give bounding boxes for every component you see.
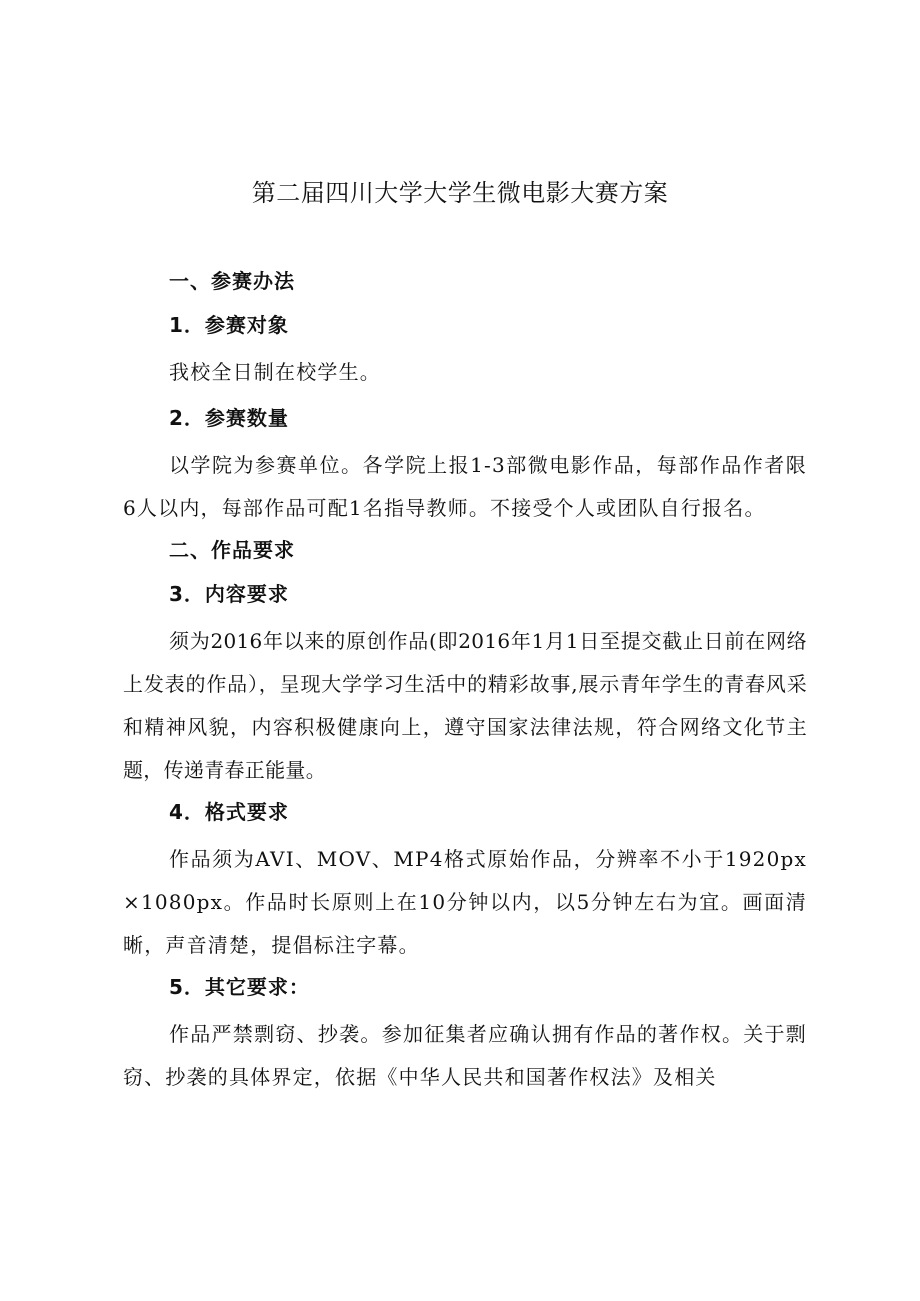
- subheading-content: 3．内容要求: [169, 582, 289, 606]
- subheading-other: 5．其它要求：: [169, 975, 310, 999]
- section-heading-participation: 一、参赛办法: [169, 269, 295, 293]
- paragraph-quantity: 以学院为参赛单位。各学院上报1-3部微电影作品，每部作品作者限6人以内，每部作品可配1名指导教师。不接受个人或团队自行报名。: [123, 453, 807, 520]
- section-heading-requirements: 二、作品要求: [169, 538, 295, 562]
- document-body: [123, 263, 807, 1101]
- paragraph-other: 作品严禁剽窃、抄袭。参加征集者应确认拥有作品的著作权。关于剽窃、抄袭的具体界定，依据《中华人民共和国著作权法》及相关: [123, 1022, 807, 1089]
- subheading-format: 4．格式要求: [169, 800, 289, 824]
- paragraph-content: 须为2016年以来的原创作品(即2016年1月1日至提交截止日前在网络上发表的作品），呈现大学学习生活中的精彩故事,展示青年学生的青春风采和精神风貌，内容积极健康向上，遵守国家法律法规，符合网络文化节主题，传递青春正能量。: [123, 629, 807, 782]
- document-title: 第二届四川大学大学生微电影大赛方案: [251, 179, 669, 207]
- paragraph-participants: 我校全日制在校学生。: [169, 360, 381, 384]
- paragraph-format: 作品须为AVI、MOV、MP4格式原始作品，分辨率不小于1920px×1080px。作品时长原则上在10分钟以内，以5分钟左右为宜。画面清晰，声音清楚，提倡标注字幕。: [123, 847, 807, 957]
- subheading-quantity: 2．参赛数量: [169, 406, 289, 430]
- subheading-participants: 1．参赛对象: [169, 313, 289, 337]
